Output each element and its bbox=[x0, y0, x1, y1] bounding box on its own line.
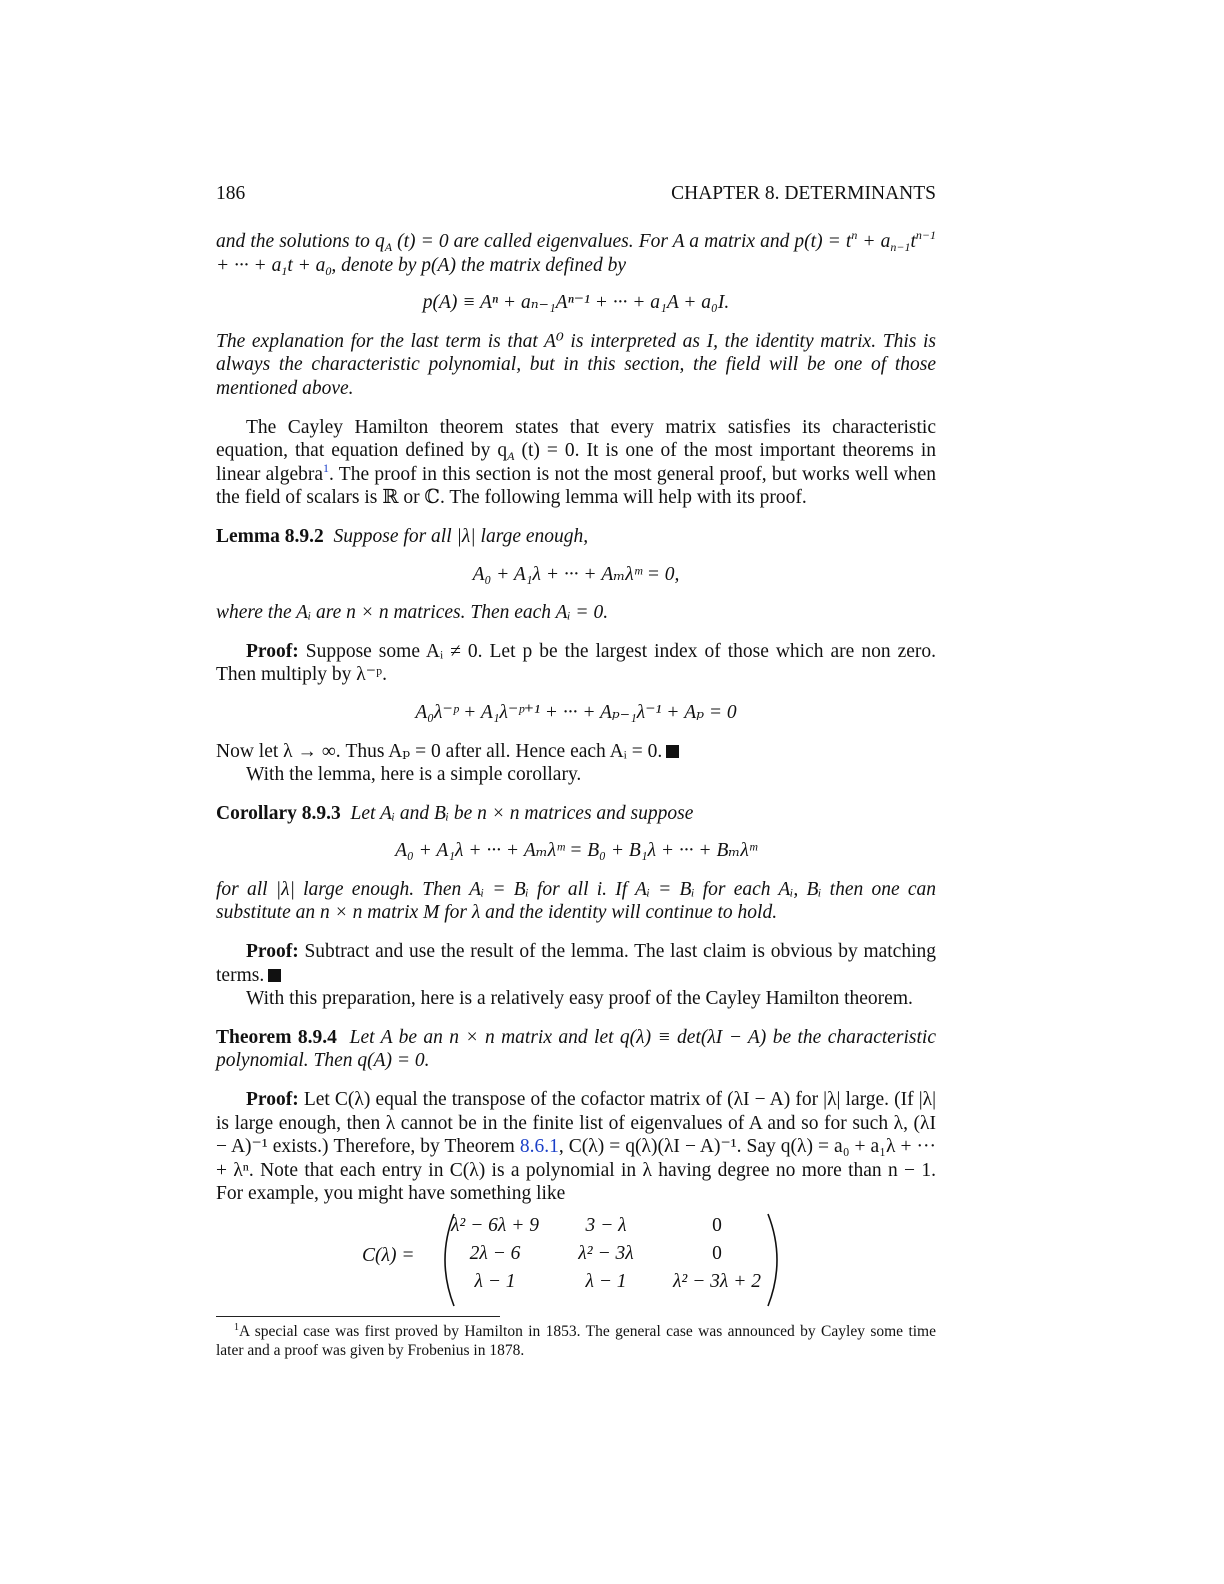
footnote-ref[interactable]: 1 bbox=[323, 460, 330, 475]
proof-corollary: Proof: Subtract and use the result of the lemma. The last claim is obvious by matching terms. bbox=[216, 941, 937, 986]
with-prep-line: With this preparation, here is a relatively easy proof of the Cayley Hamilton theorem. bbox=[246, 988, 913, 1010]
matrix-cell: 2λ − 6 bbox=[469, 1243, 521, 1264]
lemma-statement: Lemma 8.9.2 Suppose for all |λ| large enough, bbox=[216, 525, 589, 547]
running-title: CHAPTER 8. DETERMINANTS bbox=[671, 183, 936, 204]
now-let-line: Now let λ → ∞. Thus Aₚ = 0 after all. Hence each Aᵢ = 0. bbox=[216, 740, 936, 764]
footnote-mark: 1 bbox=[234, 1322, 239, 1333]
equation-proof: A₀λ⁻ᵖ + A₁λ⁻ᵖ⁺¹ + ··· + Aₚ₋₁λ⁻¹ + Aₚ = 0 bbox=[415, 701, 737, 723]
qed-square-icon bbox=[268, 969, 281, 982]
footnote: $^1$A special case was first proved by Hamilton in 1853. The general case was announced by Cayley some time later and a proof was given by Frobenius in 1878. bbox=[216, 1322, 936, 1359]
explanation-paragraph: The explanation for the last term is that A⁰ is interpreted as I, the identity matrix. This is always the characteristic polynomial, but in this section, the field will be one of those mentioned above. bbox=[216, 330, 936, 399]
lemma-label: Lemma 8.9.2 bbox=[216, 525, 324, 547]
theorem-statement: Theorem 8.9.4 Let A be an n × n matrix and let q(λ) ≡ det(λI − A) be the characteristic polynomial. Then q(A) = 0. bbox=[216, 1026, 937, 1072]
equation-lemma: A₀ + A₁λ + ··· + Aₘλᵐ = 0, bbox=[472, 563, 680, 585]
matrix-label: C(λ) = bbox=[362, 1245, 415, 1266]
cayley-paragraph: The Cayley Hamilton theorem states that every matrix satisfies its characteristic equation, that equation defined by $q_A$ (t) = 0. It is one of the most important theorems in linear algebra$^1$. The proof in this section is not the most general proof, but works well when the field of scalars is ℝ or ℂ. The following lemma will help with its proof. bbox=[216, 416, 937, 509]
qed-square-icon bbox=[666, 745, 679, 758]
intro-paragraph: and the solutions to $q_A$ (t) = 0 are called eigenvalues. For A a matrix and $p(t) = t^n + a_{n-1}t^{n-1}$ + ··· + $a_1t + a_0$, denote by p(A) the matrix defined by bbox=[216, 228, 937, 278]
page-header bbox=[216, 182, 936, 206]
theorem-link[interactable]: 8.6.1 bbox=[519, 1136, 559, 1158]
matrix-cell: 0 bbox=[712, 1243, 722, 1264]
matrix-cell: λ² − 3λ + 2 bbox=[672, 1271, 762, 1292]
with-lemma-line: With the lemma, here is a simple corollary. bbox=[246, 764, 582, 786]
matrix-cell: 3 − λ bbox=[585, 1215, 627, 1236]
matrix-cell: λ² − 6λ + 9 bbox=[450, 1215, 540, 1236]
proof-lemma: Proof: Suppose some Aᵢ ≠ 0. Let p be the largest index of those which are non zero. Then multiply by λ⁻ᵖ. bbox=[216, 640, 937, 686]
matrix-cell: λ² − 3λ bbox=[578, 1243, 634, 1264]
matrix-cell: λ − 1 bbox=[474, 1271, 516, 1292]
corollary-statement: Corollary 8.9.3 Let Aᵢ and Bᵢ be n × n matrices and suppose bbox=[216, 802, 694, 824]
page-content bbox=[216, 182, 936, 1360]
matrix-cell: 0 bbox=[712, 1215, 722, 1236]
matrix bbox=[440, 1212, 782, 1308]
equation-p-of-a: p(A) ≡ Aⁿ + aₙ₋₁Aⁿ⁻¹ + ··· + a₁A + a₀I. bbox=[422, 292, 730, 314]
proof-theorem: Proof: Let C(λ) equal the transpose of the cofactor matrix of (λI − A) for |λ| large. (If |λ| is large enough, then λ cannot be in the finite list of eigenvalues of A and so for such λ, (λI − A)⁻¹ exists.) Therefore, by Theorem 8.6.1, C(λ) = q(λ)(λI − A)⁻¹. Say q(λ) = a₀ + a₁λ + ··· + λⁿ. Note that each entry in C(λ) is a polynomial in λ having degree no more than n − 1. For example, you might have something like bbox=[216, 1089, 937, 1205]
page-number: 186 bbox=[216, 183, 246, 204]
matrix-display bbox=[216, 1212, 936, 1308]
matrix-cell: λ − 1 bbox=[585, 1271, 627, 1292]
footnote-rule bbox=[216, 1316, 500, 1317]
corollary-rest: for all |λ| large enough. Then Aᵢ = Bᵢ for all i. If Aᵢ = Bᵢ for each Aᵢ, Bᵢ then one can substitute an n × n matrix M for λ and the identity will continue to hold. bbox=[216, 878, 936, 924]
lemma-where: where the Aᵢ are n × n matrices. Then each Aᵢ = 0. bbox=[216, 602, 609, 624]
equation-corollary: A₀ + A₁λ + ··· + Aₘλᵐ = B₀ + B₁λ + ··· + Bₘλᵐ bbox=[395, 840, 757, 862]
